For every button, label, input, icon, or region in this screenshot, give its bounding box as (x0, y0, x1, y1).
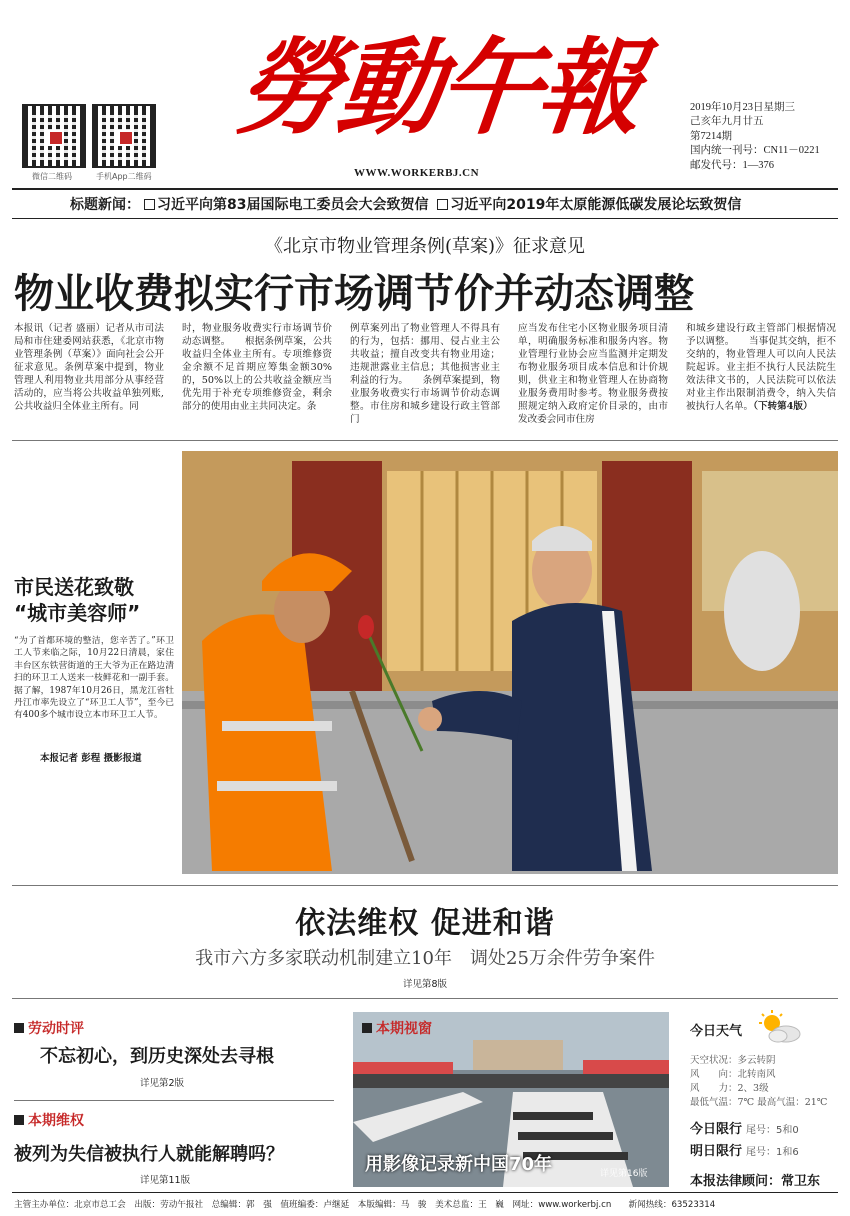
feature-title-line: “城市美容师” (14, 601, 141, 625)
divider (12, 885, 838, 886)
limit-label: 明日限行 (690, 1144, 743, 1159)
headline-news-item[interactable]: 习近平向第83届国际电工委员会大会致贺信 (157, 197, 429, 213)
weather-wind-direction: 风 向：北转南风 (690, 1069, 776, 1080)
square-bullet-icon (362, 1023, 372, 1033)
divider (12, 188, 838, 190)
lead-column: 应当发布住宅小区物业服务项目清单，明确服务标准和服务内容。物业管理行业协会应当监测并定期发布物业服务项目成本信息和计价规则，供业主和物业管理人在协商物业服务费用时参考。物业服务费按照规定纳入政府定价目录的，由市发改委会同市住房 (518, 323, 668, 425)
commentary-headline[interactable]: 不忘初心，到历史深处去寻根 (40, 1046, 274, 1067)
continued-note[interactable]: （下转第4版） (753, 401, 813, 412)
wechat-qr-caption: 微信二维码 (32, 172, 72, 181)
tomorrow-traffic-limit (690, 1140, 799, 1159)
weather-sky: 天空状况：多云转阴 (690, 1055, 776, 1066)
today-traffic-limit (690, 1118, 799, 1137)
divider (12, 218, 838, 219)
issue-info (690, 101, 820, 173)
sun-cloud-icon (756, 1010, 802, 1044)
lead-kicker: 《北京市物业管理条例(草案)》征求意见 (264, 236, 586, 257)
limit-value: 尾号：5和0 (746, 1125, 799, 1136)
section-tag-window (362, 1018, 432, 1038)
feature-photo (182, 451, 838, 874)
lead-column-text: 和城乡建设行政主管部门根据情况予以调整。 当事促其交纳，拒不交纳的，物业管理人可以向人民法院起诉。业主拒不执行人民法院生效法律文书的，人民法院可以依法对业主作出限制消费令，纳入失信被执行人名单。 (686, 323, 836, 412)
feature-text: “为了首都环境的整洁，您辛苦了。”环卫工人节来临之际，10月22日清晨，家住丰台区东铁营街道的王大爷为正在路边清扫的环卫工人送来一枝鲜花和一副手套。据了解，1987年10月26日，黑龙江省牡丹江市率先设立了“环卫工人节”，至今已有400多个城市设立本市环卫工人节。 (14, 636, 174, 721)
weather-wind-force: 风 力：2、3级 (690, 1083, 769, 1094)
website-url[interactable]: WWW.WORKERBJ.CN (354, 167, 480, 179)
divider (14, 1100, 334, 1101)
headline-news-bar (70, 194, 741, 214)
commentary-see-page[interactable]: 详见第2版 (140, 1078, 185, 1089)
photo-illustration (182, 451, 838, 874)
square-bullet-icon (14, 1023, 24, 1033)
lead-column: 时，物业服务收费实行市场调节价动态调整。 根据条例草案，公共收益归全体业主所有。专项维修资金余额不足首期应筹集金额30%的，50%以上的公共收益金额应当优先用于补充专项维修资金，剩余部分的使用由业主共同决定。条 (182, 323, 332, 412)
section-tag-label: 本期视窗 (376, 1021, 432, 1037)
app-qr-code[interactable] (92, 104, 156, 168)
checkbox-icon (144, 199, 155, 210)
rights-headline[interactable]: 被列为失信被执行人就能解聘吗？ (14, 1144, 284, 1165)
lead-column: 例草案列出了物业管理人不得具有的行为，包括：挪用、侵占业主公共收益；擅自改变共有物业用途；违规泄露业主信息；其他损害业主利益的行为。 条例草案提到，物业服务收费实行市场调节价动态调整。市住房和城乡建设行政主管部门 (350, 323, 500, 425)
headline-news-label: 标题新闻： (70, 197, 140, 213)
postal-code: 邮发代号：1—376 (690, 159, 774, 171)
feature-credit: 本报记者 彭程 摄影报道 (40, 753, 142, 764)
lead-body (14, 322, 838, 432)
weather-temperature: 最低气温：7℃ 最高气温：21℃ (690, 1097, 828, 1108)
divider (12, 998, 838, 999)
rights-see-page[interactable]: 详见第11版 (140, 1175, 191, 1186)
legal-advisor: 本报法律顾问：常卫东 (690, 1174, 821, 1189)
lead-column: 本报讯（记者 盛丽）记者从市司法局和市住建委网站获悉，《北京市物业管理条例（草案）》面向社会公开征求意见。条例草案中提到，物业管理人利用物业共用部分从事经营活动的，应当将公共收益单独列账,公共收益归全体业主所有。同 (14, 323, 164, 412)
headline-news-item[interactable]: 习近平向2019年太原能源低碳发展论坛致贺信 (450, 197, 742, 213)
wechat-qr-code[interactable] (22, 104, 86, 168)
window-caption[interactable]: 用影像记录新中国70年 (365, 1154, 553, 1175)
story2-subtitle: 我市六方多家联动机制建立10年 调处25万余件劳争案件 (195, 948, 655, 969)
weather-title: 今日天气 (690, 1024, 743, 1039)
section-tag-commentary (14, 1018, 84, 1038)
section-tag-label: 劳动时评 (28, 1021, 84, 1037)
lead-column (686, 322, 836, 413)
limit-value: 尾号：1和6 (746, 1147, 799, 1158)
issue-number: 第7214期 (690, 130, 732, 142)
section-tag-rights (14, 1110, 84, 1130)
lunar-date: 己亥年九月廿五 (690, 116, 764, 128)
window-see-page[interactable]: 详见第16版 (600, 1169, 648, 1179)
feature-title[interactable] (14, 574, 140, 626)
newspaper-logo: 勞動午報 (231, 26, 645, 149)
story2-headline[interactable]: 依法维权 促进和谐 (295, 906, 555, 941)
footer-credits: 主管主办单位：北京市总工会 出版：劳动午报社 总编辑：郭 强 值班编委：卢继延 本版编辑：马 骏 美术总监：王 巍 网址：www.workerbj.cn 新闻热线：63523314 (14, 1200, 716, 1210)
story2-see-page[interactable]: 详见第8版 (402, 979, 448, 990)
checkbox-icon (437, 199, 448, 210)
feature-title-line: 市民送花致敬 (14, 575, 134, 599)
divider (12, 1192, 838, 1193)
square-bullet-icon (14, 1115, 24, 1125)
limit-label: 今日限行 (690, 1122, 743, 1137)
publication-number: 国内统一刊号：CN11－0221 (690, 145, 820, 157)
lead-headline[interactable]: 物业收费拟实行市场调节价并动态调整 (14, 271, 694, 317)
issue-date: 2019年10月23日星期三 (690, 102, 795, 113)
app-qr-caption: 手机App二维码 (96, 172, 152, 181)
divider (12, 440, 838, 441)
section-tag-label: 本期维权 (28, 1113, 84, 1129)
